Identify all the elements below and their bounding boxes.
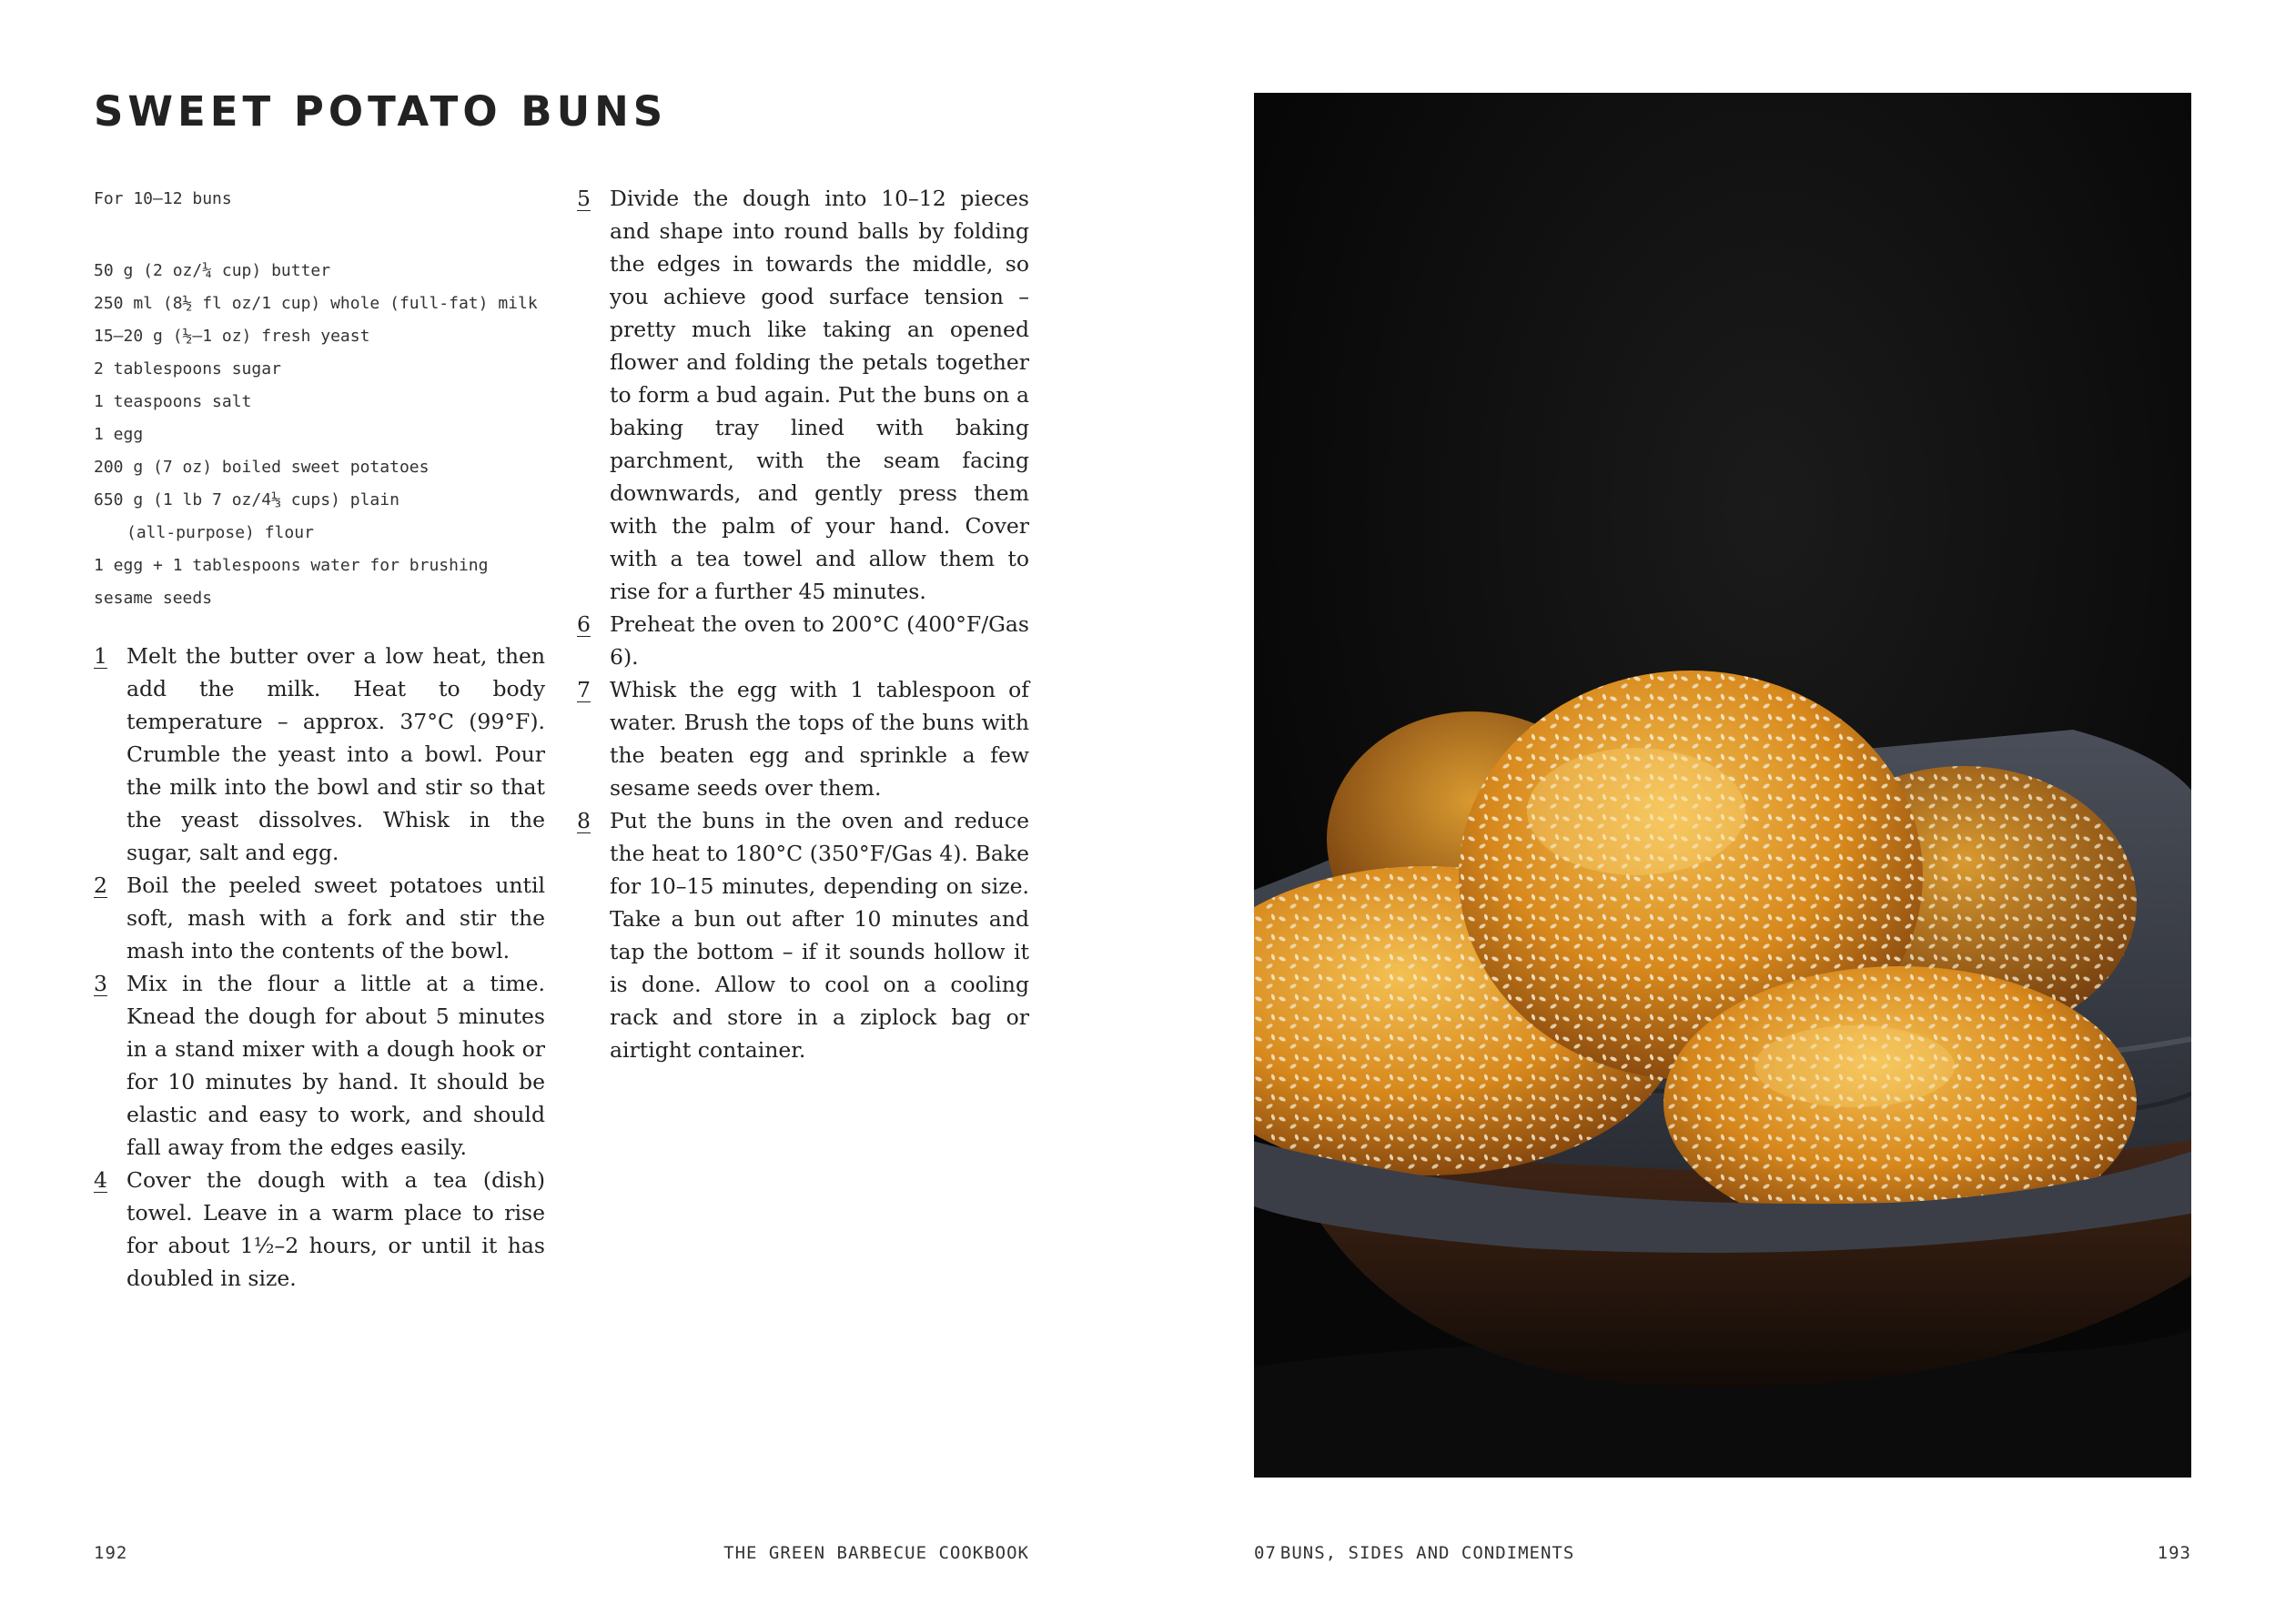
buns-in-bowl-illustration [1254, 93, 2191, 1478]
chapter-title: BUNS, SIDES AND CONDIMENTS [1279, 1543, 1575, 1563]
step-number: 2 [94, 873, 107, 898]
method-step [577, 804, 1029, 1066]
ingredient-item: 1 egg + 1 tablespoons water for brushing [94, 556, 489, 575]
ingredient-item: 650 g (1 lb 7 oz/4⅓ cups) plain [94, 490, 399, 509]
page-number-left: 192 [94, 1543, 128, 1563]
chapter-number: 07 [1254, 1543, 1277, 1563]
ingredient-item: 50 g (2 oz/¼ cup) butter [94, 261, 331, 280]
ingredient-item: 250 ml (8½ fl oz/1 cup) whole (full-fat) milk [94, 294, 538, 313]
step-number: 4 [94, 1167, 107, 1193]
step-number: 1 [94, 643, 107, 669]
ingredient-item-continuation: (all-purpose) flour [126, 523, 314, 542]
running-head-chapter [1254, 1543, 1574, 1563]
step-text: Whisk the egg with 1 tablespoon of water. Brush the tops of the buns with the beaten egg and sprinkle a few sesame seeds over them. [610, 677, 1029, 801]
recipe-title: SWEET POTATO BUNS [94, 87, 668, 136]
step-text: Mix in the flour a little at a time. Knead the dough for about 5 minutes in a stand mixer with a dough hook or for 10 minutes by hand. It should be elastic and easy to work, and should fall away from the edges easily. [126, 971, 545, 1160]
method-steps-column-2 [577, 182, 1029, 1066]
running-head-book-title: THE GREEN BARBECUE COOKBOOK [723, 1543, 1029, 1563]
step-number: 8 [577, 808, 591, 833]
ingredient-item: 1 teaspoons salt [94, 392, 252, 411]
method-step [94, 640, 545, 869]
step-text: Boil the peeled sweet potatoes until soft, mash with a fork and stir the mash into the contents of the bowl. [126, 873, 545, 963]
page-number-right: 193 [2157, 1543, 2191, 1563]
step-text: Divide the dough into 10–12 pieces and shape into round balls by folding the edges in towards the middle, so you achieve good surface tension – pretty much like taking an opened flower and folding the petals together to form a bud again. Put the buns on a baking tray lined with baking parchment, with the seam facing downwards, and gently press them with the palm of your hand. Cover with a tea towel and allow them to rise for a further 45 minutes. [610, 186, 1029, 604]
ingredient-item: 2 tablespoons sugar [94, 359, 281, 378]
recipe-yield: For 10–12 buns [94, 189, 232, 208]
method-step [577, 673, 1029, 804]
buns-photo [1254, 93, 2191, 1478]
method-step [94, 1164, 545, 1295]
step-text: Put the buns in the oven and reduce the heat to 180°C (350°F/Gas 4). Bake for 10–15 minutes, depending on size. Take a bun out after 10 minutes and tap the bottom – if it sounds hollow it is done. Allow to cool on a cooling rack and store in a ziplock bag or airtight container. [610, 808, 1029, 1063]
ingredient-item: 200 g (7 oz) boiled sweet potatoes [94, 458, 430, 477]
ingredient-item: sesame seeds [94, 589, 213, 608]
method-step [577, 608, 1029, 673]
method-step [577, 182, 1029, 608]
step-number: 3 [94, 971, 107, 996]
step-number: 7 [577, 677, 591, 702]
step-text: Preheat the oven to 200°C (400°F/Gas 6). [610, 611, 1029, 670]
ingredient-item: 15–20 g (½–1 oz) fresh yeast [94, 327, 370, 346]
step-text: Melt the butter over a low heat, then add the milk. Heat to body temperature – approx. 37°C (99°F). Crumble the yeast into a bowl. Pour the milk into the bowl and stir so that the yeast dissolves. Whisk in the sugar, salt and egg. [126, 643, 545, 865]
ingredient-list [94, 255, 567, 615]
step-number: 5 [577, 186, 591, 211]
right-page [1138, 0, 2275, 1624]
ingredient-item: 1 egg [94, 425, 144, 444]
step-text: Cover the dough with a tea (dish) towel. Leave in a warm place to rise for about 1½–2 hours, or until it has doubled in size. [126, 1167, 545, 1291]
method-steps-column-1 [94, 640, 545, 1295]
method-step [94, 869, 545, 967]
step-number: 6 [577, 611, 591, 637]
method-step [94, 967, 545, 1164]
